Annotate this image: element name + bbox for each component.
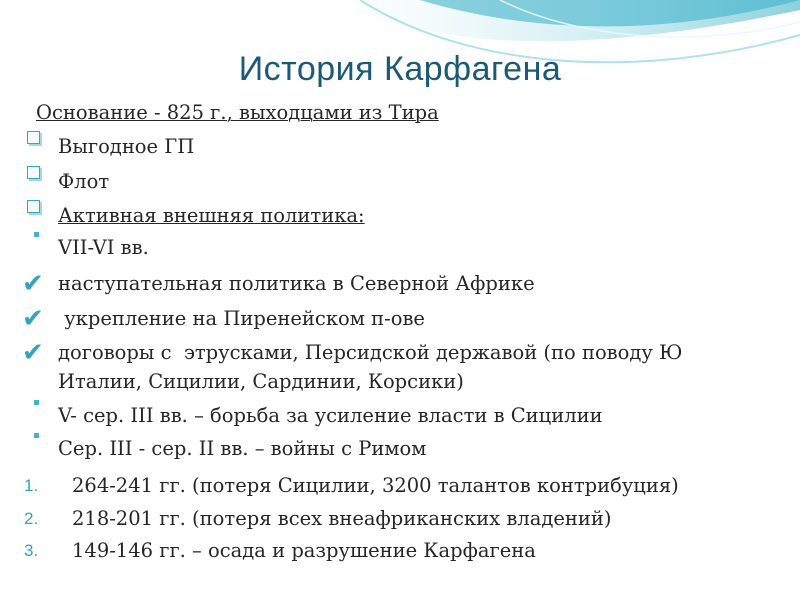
- checkmark-icon: ✔: [22, 269, 44, 299]
- list-number: 2.: [24, 509, 39, 528]
- list-number: 1.: [24, 476, 39, 495]
- list-item: [0, 303, 800, 335]
- list-item-text: 264-241 гг. (потеря Сицилии, 3200 талантов контрибуция): [72, 474, 679, 497]
- list-item: [0, 503, 800, 535]
- list-number: 3.: [24, 541, 39, 560]
- list-item-text: VII-VI вв.: [58, 236, 149, 259]
- square-bullet-icon: [27, 200, 40, 213]
- list-item: [0, 433, 800, 465]
- list-item-text: договоры с этрусками, Персидской державой (по поводу Ю: [58, 341, 683, 364]
- square-bullet-icon: [27, 131, 40, 144]
- list-item-text: Флот: [58, 170, 110, 193]
- list-item-text: Сер. III - сер. II вв. – войны с Римом: [58, 437, 427, 460]
- list-item: [0, 337, 800, 369]
- list-item: [0, 166, 800, 198]
- list-item-text: V- сер. III вв. – борьба за усиление власти в Сицилии: [58, 404, 603, 427]
- subheading: Основание - 825 г., выходцами из Тира: [36, 101, 439, 124]
- list-item: [0, 131, 800, 163]
- list-item-text: 149-146 гг. – осада и разрушение Карфагена: [72, 539, 536, 562]
- small-square-bullet-icon: [34, 232, 39, 237]
- list-item-text: Италии, Сицилии, Сардинии, Корсики): [58, 370, 464, 393]
- list-item-continuation: [0, 366, 800, 398]
- small-square-bullet-icon: [34, 433, 39, 438]
- list-item-text: укрепление на Пиренейском п-ове: [58, 307, 425, 330]
- subheading-line: [0, 97, 800, 129]
- list-item-text: Выгодное ГП: [58, 135, 195, 158]
- slide-title: История Карфагена: [238, 50, 562, 88]
- list-item: [0, 470, 800, 502]
- list-item-text: 218-201 гг. (потеря всех внеафриканских владений): [72, 507, 612, 530]
- list-item: [0, 268, 800, 300]
- checkmark-icon: ✔: [22, 338, 44, 368]
- square-bullet-icon: [27, 166, 40, 179]
- list-item: [0, 535, 800, 567]
- list-item-text: Активная внешняя политика:: [58, 204, 365, 227]
- list-item: [0, 400, 800, 432]
- list-item-text: наступательная политика в Северной Африке: [58, 272, 535, 295]
- list-item: [0, 232, 800, 264]
- checkmark-icon: ✔: [22, 304, 44, 334]
- list-item: [0, 200, 800, 232]
- small-square-bullet-icon: [34, 400, 39, 405]
